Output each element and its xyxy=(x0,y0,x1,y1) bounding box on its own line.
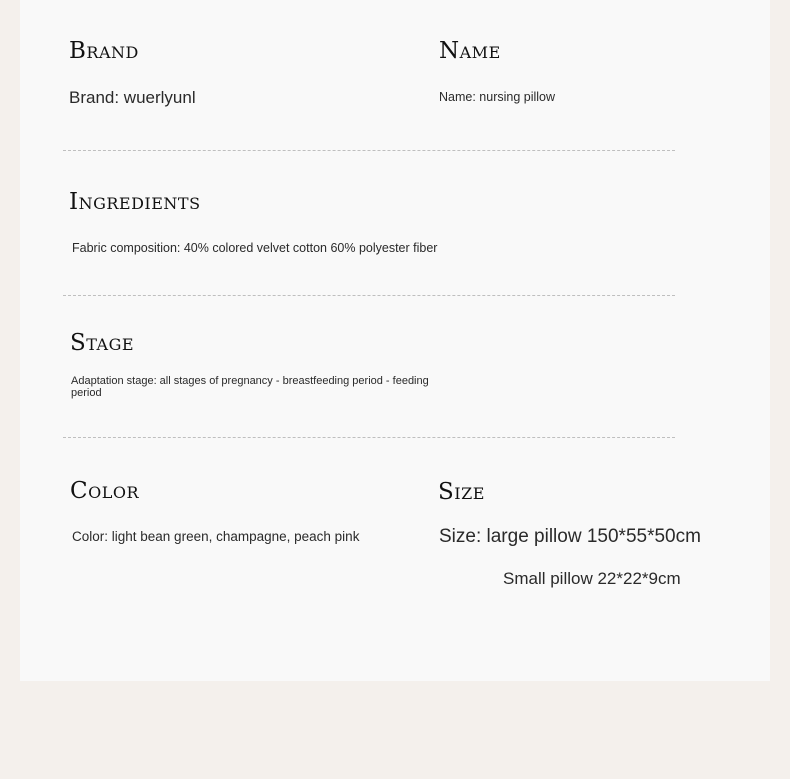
size-line-2: Small pillow 22*22*9cm xyxy=(503,569,681,588)
stage-heading: Stage xyxy=(70,330,135,356)
brand-heading: Brand xyxy=(69,38,139,64)
color-heading: Color xyxy=(70,478,140,504)
size-heading: Size xyxy=(438,479,485,505)
name-heading: Name xyxy=(439,38,501,64)
ingredients-text: Fabric composition: 40% colored velvet cotton 60% polyester fiber xyxy=(72,241,438,255)
divider xyxy=(63,150,675,151)
brand-text: Brand: wuerlyunl xyxy=(69,88,196,107)
color-text: Color: light bean green, champagne, peach pink xyxy=(72,529,360,544)
name-text: Name: nursing pillow xyxy=(439,90,556,104)
size-line-1: Size: large pillow 150*55*50cm xyxy=(439,526,701,547)
divider xyxy=(63,437,675,438)
stage-text: Adaptation stage: all stages of pregnancy - breastfeeding period - feeding period xyxy=(71,375,429,399)
ingredients-heading: Ingredients xyxy=(69,189,201,215)
divider xyxy=(63,295,675,296)
